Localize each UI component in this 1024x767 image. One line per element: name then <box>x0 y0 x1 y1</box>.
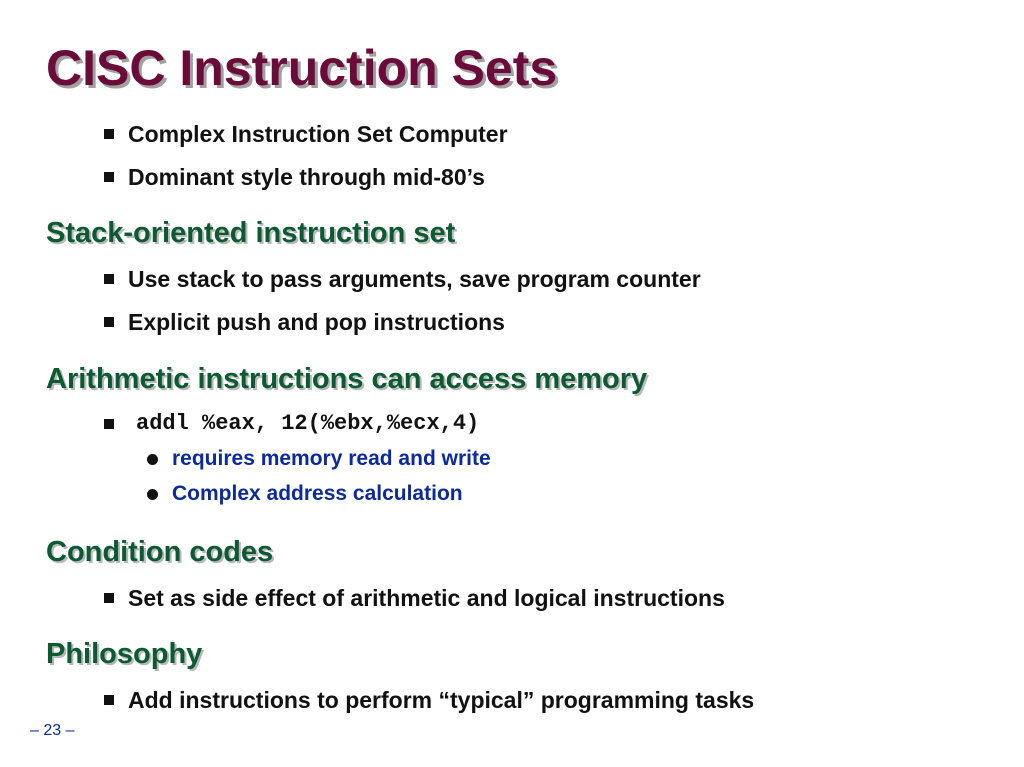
section-heading: Condition codes <box>46 536 274 568</box>
square-bullet-icon <box>104 274 114 284</box>
square-bullet-icon <box>104 172 114 182</box>
bullet-item <box>104 163 485 191</box>
sub-bullet-text: requires memory read and write <box>172 447 491 470</box>
bullet-item <box>104 686 754 714</box>
sub-bullet-item <box>147 446 491 472</box>
section-heading: Arithmetic instructions can access memory <box>46 363 648 395</box>
slide-title: CISC Instruction Sets <box>46 40 558 96</box>
bullet-text: Add instructions to perform “typical” programming tasks <box>128 687 755 713</box>
code-snippet: addl %eax, 12(%ebx,%ecx,4) <box>136 411 480 436</box>
round-bullet-icon <box>147 489 158 500</box>
bullet-text: Dominant style through mid-80’s <box>128 164 485 190</box>
sub-bullet-item <box>147 481 463 507</box>
section-heading: Stack-oriented instruction set <box>46 217 456 249</box>
bullet-text: Complex Instruction Set Computer <box>128 121 508 147</box>
square-bullet-icon <box>104 695 114 705</box>
square-bullet-icon <box>104 129 114 139</box>
square-bullet-icon <box>104 317 114 327</box>
bullet-text: Set as side effect of arithmetic and logical instructions <box>128 585 725 611</box>
bullet-item <box>104 584 725 612</box>
sub-bullet-text: Complex address calculation <box>172 482 463 505</box>
bullet-item <box>104 120 508 148</box>
code-bullet-item <box>104 410 479 438</box>
bullet-item <box>104 265 701 293</box>
square-bullet-icon <box>104 593 114 603</box>
page-number: – 23 – <box>30 722 75 739</box>
bullet-item <box>104 308 505 336</box>
section-heading: Philosophy <box>46 638 203 670</box>
round-bullet-icon <box>147 454 158 465</box>
bullet-text: Use stack to pass arguments, save program counter <box>128 266 701 292</box>
square-bullet-icon <box>104 419 114 429</box>
bullet-text: Explicit push and pop instructions <box>128 309 505 335</box>
